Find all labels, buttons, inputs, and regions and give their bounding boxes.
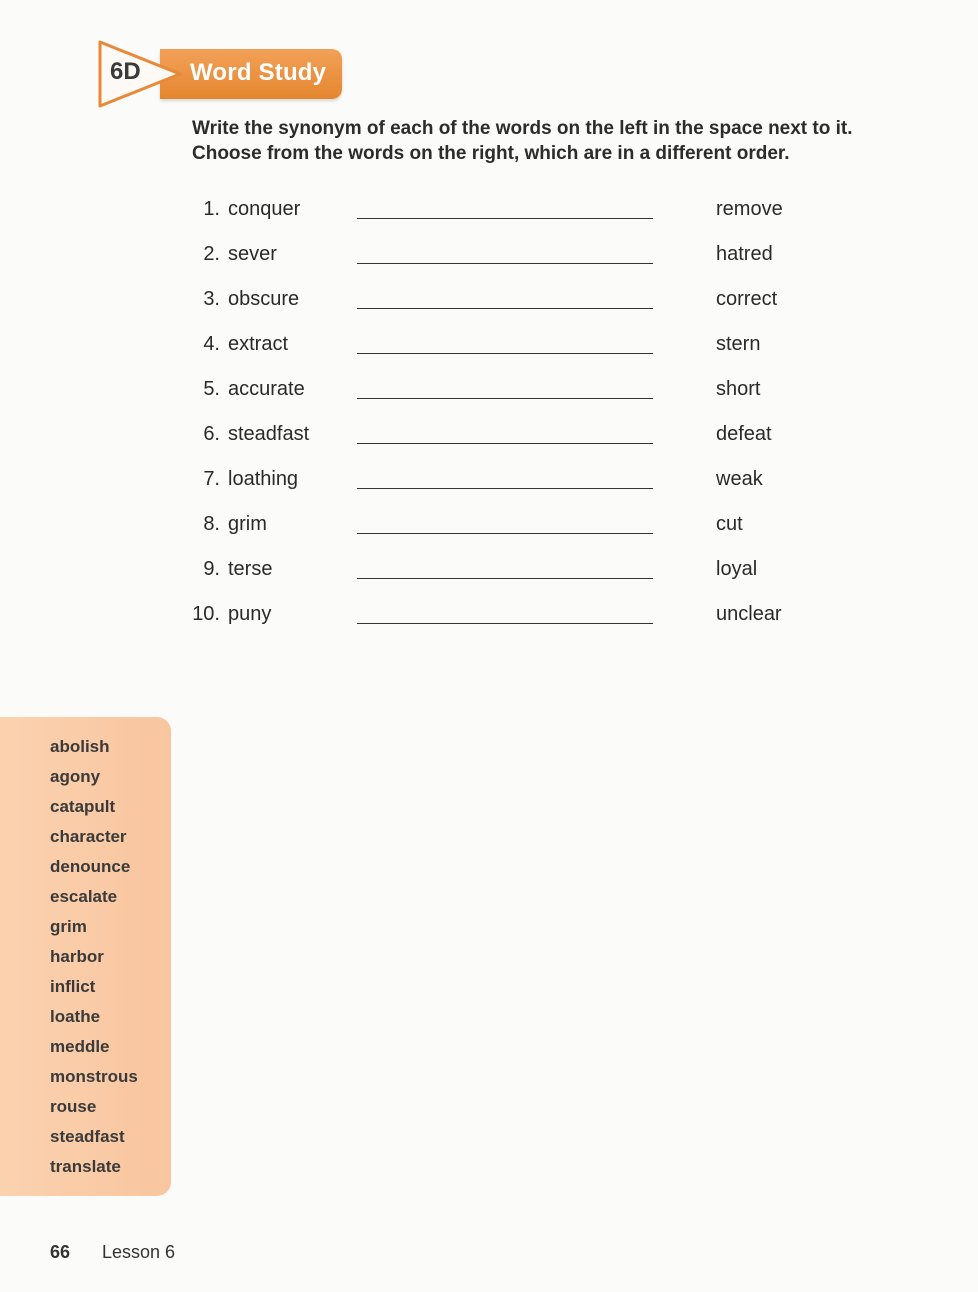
exercise-row bbox=[0, 241, 978, 271]
answer-blank[interactable] bbox=[357, 578, 653, 579]
item-word: extract bbox=[228, 333, 289, 355]
vocab-word: inflict bbox=[50, 977, 96, 996]
item-word: conquer bbox=[228, 198, 301, 220]
item-number: 1. bbox=[203, 198, 220, 220]
vocabulary-word-list bbox=[0, 717, 171, 1196]
item-number: 5. bbox=[203, 378, 220, 400]
section-badge: 6D bbox=[110, 58, 141, 85]
choice-word: weak bbox=[716, 468, 763, 490]
item-number: 8. bbox=[203, 513, 220, 535]
answer-blank[interactable] bbox=[357, 488, 653, 489]
choice-word: short bbox=[716, 378, 761, 400]
answer-blank[interactable] bbox=[357, 623, 653, 624]
exercise-row bbox=[0, 556, 978, 586]
vocab-word: monstrous bbox=[50, 1067, 138, 1086]
item-number: 9. bbox=[203, 558, 220, 580]
vocab-word: character bbox=[50, 827, 127, 846]
answer-blank[interactable] bbox=[357, 398, 653, 399]
exercise-row bbox=[0, 331, 978, 361]
lesson-label: Lesson 6 bbox=[102, 1242, 176, 1262]
answer-blank[interactable] bbox=[357, 263, 653, 264]
vocab-word: denounce bbox=[50, 857, 131, 876]
vocab-word: translate bbox=[50, 1157, 121, 1176]
section-title: Word Study bbox=[190, 59, 327, 86]
vocab-word: meddle bbox=[50, 1037, 110, 1056]
answer-blank[interactable] bbox=[357, 308, 653, 309]
exercise-row bbox=[0, 376, 978, 406]
item-word: loathing bbox=[228, 468, 299, 490]
vocab-word: loathe bbox=[50, 1007, 101, 1026]
item-number: 2. bbox=[203, 243, 220, 265]
item-number: 7. bbox=[203, 468, 220, 490]
item-word: sever bbox=[228, 243, 277, 265]
vocab-word: escalate bbox=[50, 887, 118, 906]
choice-word: cut bbox=[716, 513, 743, 535]
item-number: 4. bbox=[203, 333, 220, 355]
answer-blank[interactable] bbox=[357, 353, 653, 354]
vocab-word: grim bbox=[50, 917, 87, 936]
item-word: puny bbox=[228, 603, 272, 625]
item-number: 6. bbox=[203, 423, 220, 445]
item-word: grim bbox=[228, 513, 267, 535]
answer-blank[interactable] bbox=[357, 443, 653, 444]
vocab-word: rouse bbox=[50, 1097, 97, 1116]
choice-word: hatred bbox=[716, 243, 773, 265]
exercise-row bbox=[0, 601, 978, 631]
exercise-row bbox=[0, 466, 978, 496]
choice-word: unclear bbox=[716, 603, 782, 625]
exercise-row bbox=[0, 196, 978, 226]
choice-word: loyal bbox=[716, 558, 758, 580]
choice-word: stern bbox=[716, 333, 761, 355]
instructions-line-2: Choose from the words on the right, which are in a different order. bbox=[192, 143, 790, 164]
choice-word: correct bbox=[716, 288, 778, 310]
choice-word: defeat bbox=[716, 423, 772, 445]
page-number: 66 bbox=[50, 1242, 71, 1262]
exercise-row bbox=[0, 421, 978, 451]
item-word: obscure bbox=[228, 288, 300, 310]
item-word: accurate bbox=[228, 378, 305, 400]
vocab-word: abolish bbox=[50, 737, 110, 756]
exercise-row bbox=[0, 511, 978, 541]
choice-word: remove bbox=[716, 198, 783, 220]
instructions-line-1: Write the synonym of each of the words on the left in the space next to it. bbox=[192, 118, 853, 139]
vocab-word: steadfast bbox=[50, 1127, 125, 1146]
item-number: 10. bbox=[192, 603, 220, 625]
exercise-row bbox=[0, 286, 978, 316]
vocab-word: catapult bbox=[50, 797, 116, 816]
answer-blank[interactable] bbox=[357, 533, 653, 534]
vocab-word: agony bbox=[50, 767, 101, 786]
item-number: 3. bbox=[203, 288, 220, 310]
item-word: steadfast bbox=[228, 423, 310, 445]
vocab-word: harbor bbox=[50, 947, 104, 966]
answer-blank[interactable] bbox=[357, 218, 653, 219]
instructions bbox=[192, 116, 882, 166]
item-word: terse bbox=[228, 558, 273, 580]
